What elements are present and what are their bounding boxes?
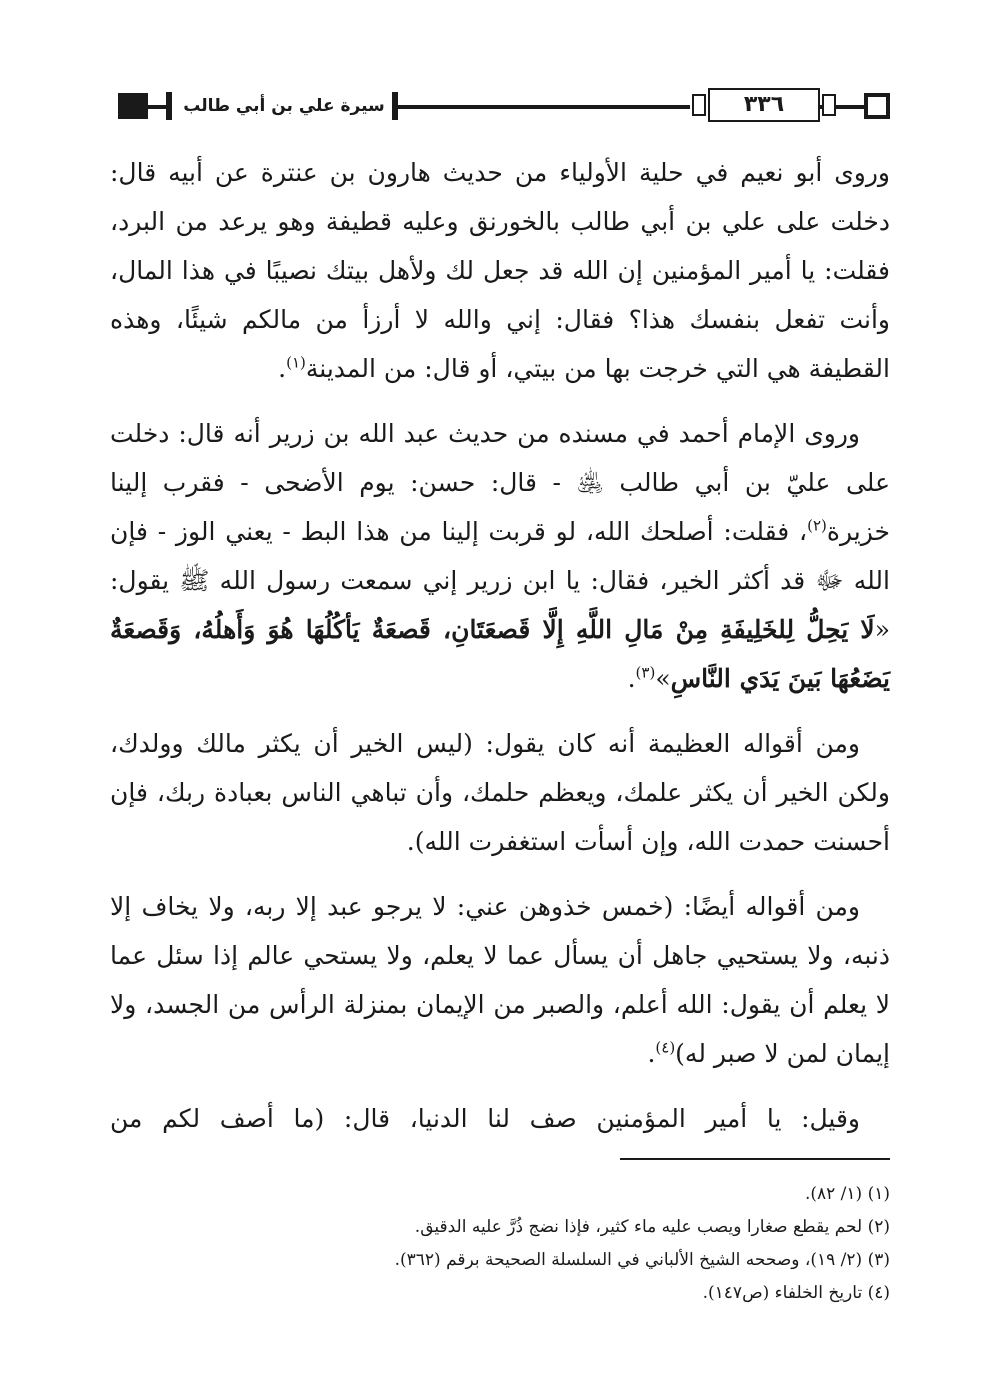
footnote-reference[interactable]: (٤) (655, 1038, 676, 1057)
body-text (110, 148, 890, 1159)
footnote-reference[interactable]: (١) (286, 353, 306, 372)
paragraph: وروى الإمام أحمد في مسنده من حديث عبد الله بن زرير أنه قال: دخلت على عليّ بن أبي طالب ﵁ - قال: حسن: يوم الأضحى - فقرب إلينا خزيرة$^{(٢)}$، فقلت: أصلحك الله، لو قربت إلينا من هذا البط - يعني الوز - فإن الله ﷻ قد أكثر الخير، فقال: يا ابن زرير إني سمعت رسول الله ﷺ يقول: «لَا يَحِلُّ لِلخَلِيفَةِ مِنْ مَالِ اللَّهِ إِلَّا قَصعَتَانِ، قَصعَةٌ يَأكُلُهَا هُوَ وَأَهلُهُ، وَقَصعَةٌ يَضَعُهَا بَينَ يَدَي النَّاسِ»$^{(٣)}$. (110, 419, 890, 693)
running-title: سيرة علي بن أبي طالب (183, 96, 385, 116)
paragraph: ومن أقواله أيضًا: (خمس خذوهن عني: لا يرجو عبد إلا ربه، ولا يخاف إلا ذنبه، ولا يستحيي جاهل أن يسأل عما لا يعلم، ولا يستحي عالم إذا سئل عما لا يعلم أن يقول: الله أعلم، والصبر من الإيمان بمنزلة الرأس من الجسد، ولا إيمان لمن لا صبر له)$^{(٤)}$. (110, 892, 890, 1068)
header-block-ornament (118, 93, 148, 119)
header-square-ornament (864, 93, 890, 119)
paragraph: ومن أقواله العظيمة أنه كان يقول: (ليس الخير أن يكثر مالك وولدك، ولكن الخير أن يكثر علمك، ويعظم حلمك، وأن تباهي الناس بعبادة ربك، فإن أحسنت حمدت الله، وإن أسأت استغفرت الله). (110, 729, 890, 856)
paragraph: وروى أبو نعيم في حلية الأولياء من حديث هارون بن عنترة عن أبيه قال: دخلت على علي بن أبي طالب بالخورنق وعليه قطيفة وهو يرعد من البرد، فقلت: يا أمير المؤمنين إن الله قد جعل لك ولأهل بيتك نصيبًا في هذا المال، وأنت تفعل بنفسك هذا؟ فقال: إني والله لا أرزأ من مالكم شيئًا، وهذه القطيفة هي التي خرجت بها من بيتي، أو قال: من المدينة$^{(١)}$. (110, 158, 890, 383)
footnote-reference[interactable]: (٣) (635, 663, 656, 682)
book-page (110, 70, 890, 1360)
header-rule (398, 105, 690, 109)
paragraph: وقيل: يا أمير المؤمنين صف لنا الدنيا، قال: (ما أصف لكم من (110, 1104, 860, 1133)
footnote: (٣) (٢/ ١٩)، وصححه الشيخ الألباني في السلسلة الصحيحة برقم (٣٦٢). (394, 1250, 890, 1270)
footnote: (٢) لحم يقطع صغارا ويصب عليه ماء كثير، فإذا نضج ذُرَّ عليه الدقيق. (414, 1217, 890, 1237)
header-bar-ornament (166, 92, 172, 120)
header-rule (146, 105, 166, 109)
footnote: (١) (١/ ٨٢). (804, 1184, 890, 1204)
running-header (110, 90, 890, 122)
footnotes (110, 1178, 890, 1310)
page-number: ٣٣٦ (708, 88, 820, 122)
footnote: (٤) تاريخ الخلفاء (ص١٤٧). (702, 1283, 890, 1303)
footnote-reference[interactable]: (٢) (807, 516, 827, 535)
hadith-quote: لَا يَحِلُّ لِلخَلِيفَةِ مِنْ مَالِ اللَّهِ إِلَّا قَصعَتَانِ، قَصعَةٌ يَأكُلُهَا هُوَ وَأَهلُهُ، وَقَصعَةٌ يَضَعُهَا بَينَ يَدَي النَّاسِ (110, 615, 890, 693)
footnote-separator (620, 1158, 890, 1160)
